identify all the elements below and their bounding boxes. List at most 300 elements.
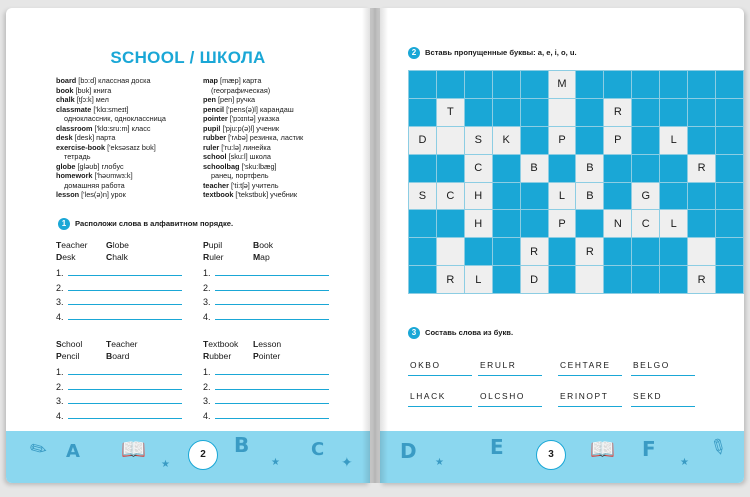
anagram-item[interactable] <box>633 360 670 370</box>
grid-cell-blue <box>660 238 688 266</box>
grid-letter: B <box>586 162 594 175</box>
grid-cell-blue <box>492 238 520 266</box>
answer-line[interactable] <box>203 278 329 292</box>
line-number: 3. <box>56 396 64 407</box>
vocab-translation: ['pens(ə)l] карандаш <box>224 104 294 114</box>
grid-cell-white[interactable] <box>604 98 632 126</box>
task-number-badge: 1 <box>58 218 70 230</box>
anagram-item[interactable] <box>480 391 525 401</box>
vocab-entry <box>203 152 303 162</box>
answer-lines-3[interactable] <box>56 363 182 421</box>
answer-underline[interactable] <box>68 304 182 305</box>
grid-cell-white[interactable] <box>409 182 437 210</box>
vocab-translation: [tʃɔ:k] мел <box>74 95 109 104</box>
grid-letter: R <box>530 245 539 258</box>
grid-cell-white[interactable] <box>436 98 464 126</box>
word-group-4 <box>203 338 303 362</box>
grid-cell-blue <box>660 266 688 294</box>
answer-underline[interactable] <box>215 403 329 404</box>
grid-cell-white[interactable] <box>576 182 604 210</box>
grid-cell-blue <box>632 126 660 154</box>
answer-line[interactable] <box>56 392 182 406</box>
word-column <box>203 338 253 362</box>
grid-cell-blue <box>409 210 437 238</box>
grid-cell-white[interactable] <box>632 182 660 210</box>
grid-letter: R <box>446 273 455 286</box>
answer-underline[interactable] <box>68 389 182 390</box>
line-number: 4. <box>203 410 211 421</box>
answer-line[interactable] <box>203 293 329 307</box>
grid-cell-blue <box>409 98 437 126</box>
grid-letter: K <box>502 134 510 147</box>
word-to-sort <box>56 350 106 362</box>
vocab-entry <box>56 162 166 172</box>
vocab-entry <box>56 171 166 181</box>
grid-cell-blue <box>660 98 688 126</box>
vocab-word: globe <box>56 161 76 171</box>
grid-cell-blue <box>716 238 744 266</box>
answer-lines-4[interactable] <box>203 363 329 421</box>
grid-cell-blue <box>520 210 548 238</box>
vocab-translation: ['pju:p(ə)l] ученик <box>220 123 280 133</box>
vocab-entry <box>203 76 303 86</box>
word-rest: ointer <box>258 351 281 361</box>
answer-line[interactable] <box>203 363 329 377</box>
vocab-entry <box>56 76 166 86</box>
word-to-sort <box>106 239 156 251</box>
star-icon: ★ <box>435 457 444 468</box>
grid-cell-blue <box>409 154 437 182</box>
vocabulary-list-right <box>203 76 303 200</box>
grid-cell-white[interactable] <box>436 238 464 266</box>
anagram-item[interactable] <box>560 391 608 401</box>
grid-letter: P <box>558 217 566 230</box>
answer-lines-1[interactable] <box>56 264 182 322</box>
vocab-entry <box>203 143 303 153</box>
grid-cell-white[interactable] <box>660 126 688 154</box>
grid-cell-white[interactable] <box>576 238 604 266</box>
word-column <box>106 239 156 263</box>
vocab-translation: ['həʊmwɜ:k] <box>92 171 133 180</box>
page-footer <box>380 431 744 483</box>
answer-line[interactable] <box>56 307 182 321</box>
word-to-sort <box>203 251 253 263</box>
grid-cell-blue <box>492 182 520 210</box>
grid-letter: L <box>475 273 482 286</box>
vocab-entry <box>203 105 303 115</box>
word-to-sort <box>253 338 303 350</box>
grid-cell-blue <box>632 71 660 99</box>
vocab-translation: [pen] ручка <box>215 95 256 104</box>
grid-cell-white[interactable] <box>548 71 576 99</box>
grid-cell-blue <box>464 71 492 99</box>
vocab-entry <box>56 95 166 105</box>
anagram-letters: SEKD <box>633 391 663 401</box>
grid-letter: R <box>697 162 706 175</box>
word-initial: D <box>56 252 63 262</box>
task-3-instruction <box>408 327 513 339</box>
grid-cell-blue <box>632 98 660 126</box>
grid-cell-blue <box>604 182 632 210</box>
grid-row <box>409 98 744 126</box>
answer-underline[interactable] <box>68 290 182 291</box>
anagram-letters: OLCSHO <box>480 391 525 401</box>
word-group-3 <box>56 338 156 362</box>
grid-cell-blue <box>409 71 437 99</box>
word-column <box>56 338 106 362</box>
line-number: 2. <box>203 381 211 392</box>
grid-cell-white[interactable] <box>492 126 520 154</box>
grid-cell-blue <box>436 210 464 238</box>
answer-line[interactable] <box>56 406 182 420</box>
letter-decoration-d: D <box>400 439 417 463</box>
grid-cell-blue <box>436 154 464 182</box>
grid-row <box>409 238 744 266</box>
vocab-translation-continued: (географическая) <box>211 85 271 95</box>
grid-cell-white[interactable] <box>688 154 716 182</box>
line-number: 1. <box>56 268 64 279</box>
vocab-word: pencil <box>203 104 225 114</box>
book-icon: 📖 <box>121 437 146 461</box>
word-rest: chool <box>61 339 83 349</box>
grid-letter: L <box>670 217 677 230</box>
vocab-word: board <box>56 76 77 85</box>
answer-underline[interactable] <box>215 275 329 276</box>
answer-underline[interactable] <box>215 389 329 390</box>
grid-cell-blue <box>520 126 548 154</box>
grid-cell-white[interactable] <box>520 266 548 294</box>
grid-cell-blue <box>604 154 632 182</box>
grid-cell-blue <box>492 98 520 126</box>
word-initial: B <box>253 240 260 250</box>
answer-underline[interactable] <box>68 418 182 419</box>
vocab-entry <box>203 95 303 105</box>
grid-letter: T <box>446 106 454 119</box>
anagram-letters: BELGO <box>633 360 670 370</box>
answer-line[interactable] <box>203 406 329 420</box>
answer-underline[interactable] <box>68 374 182 375</box>
grid-cell-blue <box>688 182 716 210</box>
grid-cell-blue <box>436 71 464 99</box>
grid-letter: L <box>670 134 677 147</box>
word-to-sort <box>56 251 106 263</box>
vocab-word: textbook <box>203 190 234 199</box>
anagram-letters: ERINOPT <box>560 391 609 401</box>
vocab-entry <box>56 105 166 115</box>
grid-letter: P <box>558 134 566 147</box>
grid-cell-white[interactable] <box>436 126 464 154</box>
vocab-entry <box>56 133 166 143</box>
word-initial: P <box>56 351 62 361</box>
grid-cell-white[interactable] <box>632 210 660 238</box>
vocab-word: classroom <box>56 123 93 133</box>
star-icon: ★ <box>680 457 689 468</box>
grid-cell-white[interactable] <box>464 210 492 238</box>
answer-underline[interactable] <box>215 418 329 419</box>
vocabulary-list-left <box>56 76 166 200</box>
vocab-entry <box>203 181 303 191</box>
grid-cell-blue <box>716 266 744 294</box>
vocab-translation: ['eksəsaɪz bʊk] <box>105 142 156 152</box>
vocab-word: exercise-book <box>56 142 106 152</box>
vocab-entry <box>203 133 303 143</box>
task-2-text: Вставь пропущенные буквы: a, e, i, o, u. <box>425 48 577 57</box>
anagram-answer-line[interactable] <box>631 406 695 407</box>
answer-underline[interactable] <box>68 319 182 320</box>
anagram-answer-line[interactable] <box>408 406 472 407</box>
vocab-word: homework <box>56 171 93 180</box>
word-to-sort <box>203 239 253 251</box>
grid-letter: R <box>585 245 594 258</box>
word-initial: G <box>106 240 113 250</box>
word-group-1 <box>56 239 156 263</box>
grid-cell-blue <box>632 238 660 266</box>
answer-lines-2[interactable] <box>203 264 329 322</box>
word-rest: lobe <box>112 240 129 250</box>
grid-cell-blue <box>716 71 744 99</box>
word-rest: eacher <box>61 240 88 250</box>
grid-cell-white[interactable] <box>464 266 492 294</box>
grid-cell-white[interactable] <box>464 154 492 182</box>
word-initial: L <box>253 339 259 349</box>
word-initial: S <box>56 339 62 349</box>
grid-cell-white[interactable] <box>520 238 548 266</box>
letter-decoration-f: F <box>642 437 656 461</box>
word-initial: P <box>253 351 259 361</box>
answer-line[interactable] <box>203 392 329 406</box>
word-column <box>253 239 303 263</box>
page-right <box>380 8 744 483</box>
letter-decoration-c: C <box>311 439 325 460</box>
grid-cell-white[interactable] <box>464 126 492 154</box>
grid-cell-blue <box>716 154 744 182</box>
task-3-text: Составь слова из букв. <box>425 328 514 337</box>
word-column <box>56 239 106 263</box>
grid-letter: P <box>614 134 622 147</box>
grid-cell-blue <box>576 210 604 238</box>
anagram-item[interactable] <box>410 391 446 401</box>
grid-cell-blue <box>492 154 520 182</box>
answer-line[interactable] <box>203 307 329 321</box>
anagram-answer-line[interactable] <box>408 375 472 376</box>
answer-line[interactable] <box>56 293 182 307</box>
vocab-word: teacher <box>203 180 229 190</box>
vocab-entry <box>56 190 166 200</box>
grid-cell-blue <box>660 71 688 99</box>
vocab-word: pointer <box>203 114 228 123</box>
grid-cell-white[interactable] <box>436 182 464 210</box>
grid-row <box>409 154 744 182</box>
grid-cell-blue <box>688 126 716 154</box>
grid-cell-blue <box>688 210 716 238</box>
vocab-translation: [mæp] карта <box>218 76 262 85</box>
answer-line[interactable] <box>56 278 182 292</box>
vocab-translation: ['klɑ:sru:m] класс <box>92 123 151 133</box>
answer-line[interactable] <box>56 377 182 391</box>
grid-letter: M <box>557 78 567 91</box>
vocab-translation: [bʊk] книга <box>73 85 112 95</box>
word-initial: T <box>203 339 209 349</box>
vocab-word: lesson <box>56 190 80 199</box>
grid-cell-white[interactable] <box>660 210 688 238</box>
task-number-badge: 3 <box>408 327 420 339</box>
word-to-sort <box>253 239 303 251</box>
anagram-answer-line[interactable] <box>631 375 695 376</box>
answer-line[interactable] <box>56 363 182 377</box>
line-number: 2. <box>203 282 211 293</box>
grid-row <box>409 210 744 238</box>
grid-letter: C <box>641 217 650 230</box>
vocab-translation: ['pɔɪntə] указка <box>227 114 280 123</box>
grid-cell-blue <box>492 71 520 99</box>
pencil-icon: ✎ <box>705 432 732 462</box>
line-number: 1. <box>56 367 64 378</box>
vocab-translation: [gləʊb] глобус <box>75 161 124 171</box>
grid-cell-blue <box>548 238 576 266</box>
grid-cell-blue <box>688 71 716 99</box>
star-icon: ✦ <box>341 455 353 471</box>
answer-line[interactable] <box>203 377 329 391</box>
answer-underline[interactable] <box>68 275 182 276</box>
vocab-word: map <box>203 76 219 85</box>
grid-cell-white[interactable] <box>604 210 632 238</box>
word-group-2 <box>203 239 303 263</box>
line-number: 4. <box>56 410 64 421</box>
grid-cell-blue <box>660 182 688 210</box>
anagram-answer-line[interactable] <box>558 406 622 407</box>
word-to-sort <box>203 338 253 350</box>
vocab-word: schoolbag <box>203 161 240 171</box>
word-rest: eacher <box>111 339 138 349</box>
grid-cell-white[interactable] <box>436 266 464 294</box>
grid-cell-blue <box>520 98 548 126</box>
vocab-word: school <box>203 152 227 161</box>
grid-cell-blue <box>548 154 576 182</box>
grid-letter: D <box>530 273 539 286</box>
grid-cell-white[interactable] <box>548 98 576 126</box>
word-to-sort <box>253 251 303 263</box>
vocab-entry <box>56 124 166 134</box>
word-to-sort <box>56 239 106 251</box>
vocab-translation: ['klɑ:smeɪt] <box>91 104 129 114</box>
anagram-letters: CEHTARE <box>560 360 611 370</box>
grid-cell-blue <box>716 126 744 154</box>
anagram-answer-line[interactable] <box>478 375 542 376</box>
vocab-entry <box>56 143 166 153</box>
line-number: 3. <box>203 396 211 407</box>
vocab-entry <box>56 86 166 96</box>
anagram-item[interactable] <box>480 360 516 370</box>
grid-cell-blue <box>409 266 437 294</box>
grid-letter: C <box>474 162 483 175</box>
answer-underline[interactable] <box>215 290 329 291</box>
grid-cell-white[interactable] <box>688 238 716 266</box>
vocab-translation: [sku:l] школа <box>226 152 271 161</box>
grid-cell-white[interactable] <box>520 154 548 182</box>
word-rest: ubber <box>209 351 232 361</box>
word-to-sort <box>203 350 253 362</box>
anagram-item[interactable] <box>633 391 662 401</box>
answer-line[interactable] <box>203 264 329 278</box>
anagram-answer-line[interactable] <box>478 406 542 407</box>
grid-cell-blue <box>520 182 548 210</box>
grid-cell-white[interactable] <box>464 182 492 210</box>
word-rest: oard <box>112 351 130 361</box>
grid-cell-blue <box>464 98 492 126</box>
task-1-text: Расположи слова в алфавитном порядке. <box>75 219 234 228</box>
anagram-item[interactable] <box>560 360 611 370</box>
word-initial: T <box>56 240 62 250</box>
page-number: 2 <box>188 440 218 470</box>
page-number: 3 <box>536 440 566 470</box>
grid-cell-blue <box>576 98 604 126</box>
word-initial: R <box>203 252 210 262</box>
anagram-letters: ERULR <box>480 360 517 370</box>
page-title: SCHOOL / ШКОЛА <box>110 48 266 67</box>
grid-cell-white[interactable] <box>576 266 604 294</box>
grid-letter: H <box>474 190 483 202</box>
grid-cell-white[interactable] <box>604 126 632 154</box>
line-number: 1. <box>203 268 211 279</box>
word-initial: T <box>106 339 112 349</box>
vocab-translation: [bɔ:d] классная доска <box>76 76 151 85</box>
word-column <box>253 338 303 362</box>
star-icon: ★ <box>271 457 280 468</box>
vocab-translation-continued: одноклассник, одноклассница <box>64 114 166 123</box>
vocab-translation: ['les(ə)n] урок <box>79 190 126 199</box>
vocab-word: ruler <box>203 142 220 152</box>
answer-line[interactable] <box>56 264 182 278</box>
grid-cell-blue <box>409 238 437 266</box>
word-initial: M <box>253 252 261 262</box>
anagram-answer-line[interactable] <box>558 375 622 376</box>
grid-cell-blue <box>716 210 744 238</box>
answer-underline[interactable] <box>68 403 182 404</box>
grid-cell-blue <box>464 238 492 266</box>
line-number: 1. <box>203 367 211 378</box>
word-rest: extbook <box>208 339 239 349</box>
vocab-entry <box>203 114 303 124</box>
letter-decoration-a: A <box>66 441 80 462</box>
grid-cell-white[interactable] <box>548 210 576 238</box>
grid-cell-white[interactable] <box>548 182 576 210</box>
word-rest: halk <box>112 252 128 262</box>
vocab-translation-continued: тетрадь <box>64 152 91 161</box>
answer-underline[interactable] <box>215 304 329 305</box>
vocab-entry <box>203 162 303 172</box>
vocab-translation-continued: домашняя работа <box>64 180 125 190</box>
answer-underline[interactable] <box>215 374 329 375</box>
grid-cell-white[interactable] <box>548 126 576 154</box>
grid-cell-white[interactable] <box>576 154 604 182</box>
vocab-translation: ['rʌbə] резинка, ластик <box>226 133 304 142</box>
vocab-entry <box>203 124 303 134</box>
answer-underline[interactable] <box>215 319 329 320</box>
anagram-item[interactable] <box>410 360 441 370</box>
line-number: 2. <box>56 381 64 392</box>
vocab-word: pen <box>203 95 216 104</box>
grid-cell-blue <box>716 98 744 126</box>
task-2-instruction <box>408 47 577 59</box>
word-to-sort <box>56 338 106 350</box>
grid-letter: B <box>530 162 538 175</box>
word-rest: esson <box>258 339 282 349</box>
grid-cell-white[interactable] <box>688 266 716 294</box>
page-left <box>6 8 370 483</box>
pencil-icon: ✎ <box>25 434 52 464</box>
letter-decoration-b: B <box>234 433 250 457</box>
grid-cell-white[interactable] <box>409 126 437 154</box>
